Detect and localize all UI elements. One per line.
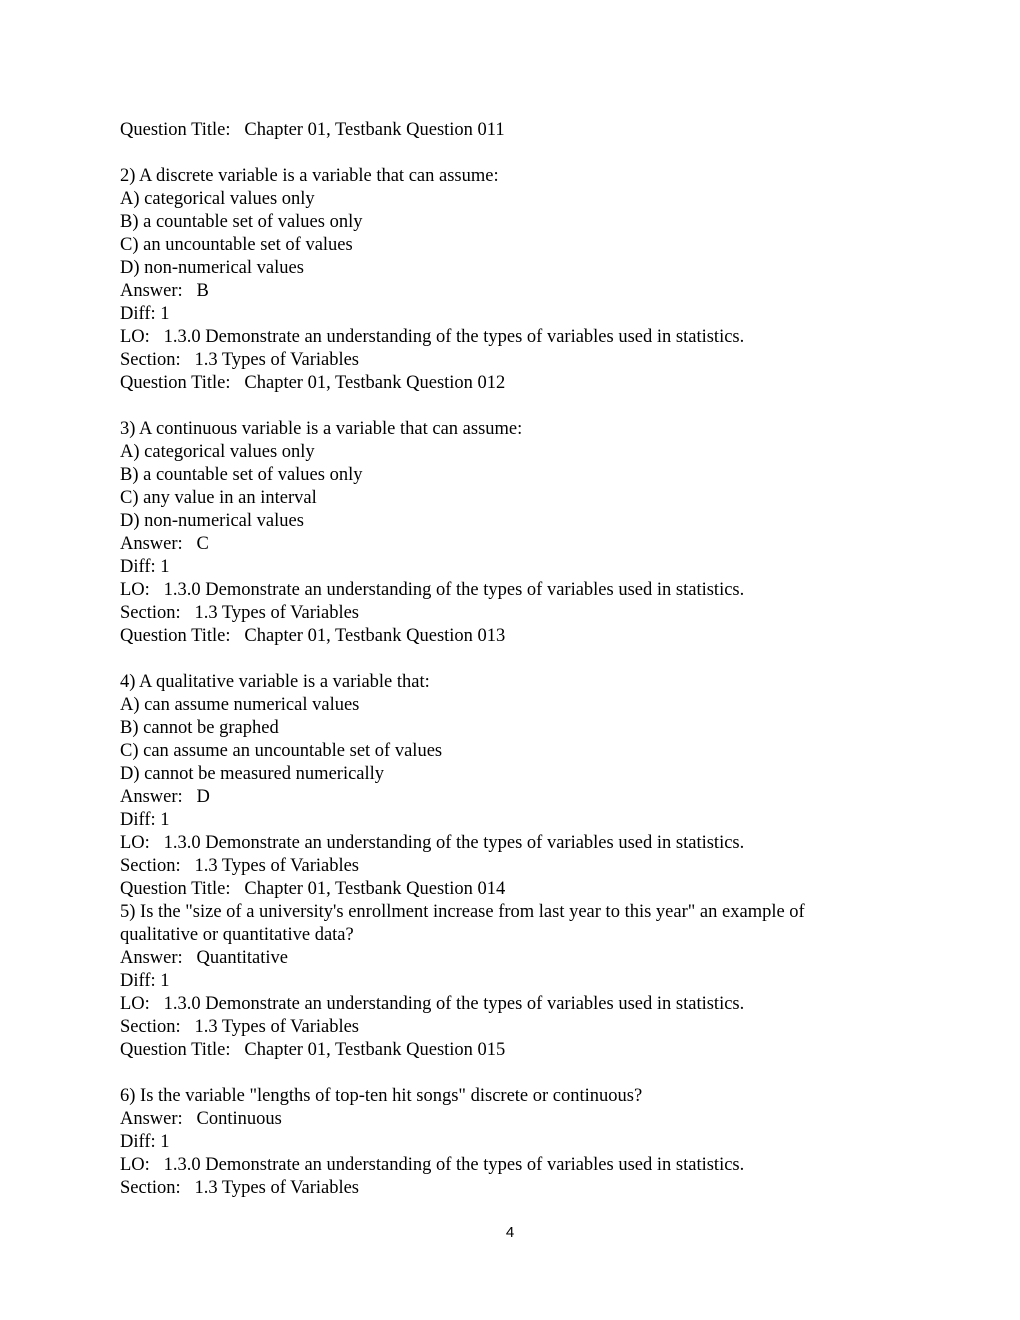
question-6-learning-objective: LO: 1.3.0 Demonstrate an understanding of the types of variables used in statistics. <box>120 1155 745 1175</box>
question-title-014: Question Title: Chapter 01, Testbank Question 014 <box>120 879 506 899</box>
question-5-section: Section: 1.3 Types of Variables <box>120 1017 360 1037</box>
question-4-option-b: B) cannot be graphed <box>120 718 279 738</box>
question-6-stem: 6) Is the variable "lengths of top-ten hit songs" discrete or continuous? <box>120 1086 643 1106</box>
question-5-difficulty: Diff: 1 <box>120 971 170 991</box>
blank-line <box>120 1062 890 1085</box>
question-5-stem-line-2: qualitative or quantitative data? <box>120 925 354 945</box>
page-number: 4 <box>505 1224 515 1241</box>
question-title-013: Question Title: Chapter 01, Testbank Question 013 <box>120 626 506 646</box>
question-4-option-a: A) can assume numerical values <box>120 695 360 715</box>
question-4-answer: Answer: D <box>120 787 210 807</box>
question-3-section: Section: 1.3 Types of Variables <box>120 603 360 623</box>
blank-line <box>120 142 890 165</box>
question-2-option-b: B) a countable set of values only <box>120 212 363 232</box>
question-3-option-d: D) non-numerical values <box>120 511 304 531</box>
question-title-011: Question Title: Chapter 01, Testbank Question 011 <box>120 120 505 140</box>
question-4-option-d: D) cannot be measured numerically <box>120 764 385 784</box>
blank-line <box>120 395 890 418</box>
question-4-option-c: C) can assume an uncountable set of values <box>120 741 443 761</box>
question-title-012: Question Title: Chapter 01, Testbank Question 012 <box>120 373 506 393</box>
question-5-learning-objective: LO: 1.3.0 Demonstrate an understanding of the types of variables used in statistics. <box>120 994 745 1014</box>
question-4-stem: 4) A qualitative variable is a variable that: <box>120 672 430 692</box>
question-4-difficulty: Diff: 1 <box>120 810 170 830</box>
question-6-answer: Answer: Continuous <box>120 1109 282 1129</box>
question-2-learning-objective: LO: 1.3.0 Demonstrate an understanding of the types of variables used in statistics. <box>120 327 745 347</box>
question-3-difficulty: Diff: 1 <box>120 557 170 577</box>
question-4-section: Section: 1.3 Types of Variables <box>120 856 360 876</box>
question-2-option-c: C) an uncountable set of values <box>120 235 353 255</box>
question-2-section: Section: 1.3 Types of Variables <box>120 350 360 370</box>
blank-line <box>120 648 890 671</box>
question-5-stem-line-1: 5) Is the "size of a university's enrollment increase from last year to this year" an example of <box>120 902 805 922</box>
question-title-015: Question Title: Chapter 01, Testbank Question 015 <box>120 1040 506 1060</box>
question-2-option-d: D) non-numerical values <box>120 258 304 278</box>
question-6-section: Section: 1.3 Types of Variables <box>120 1178 360 1198</box>
question-3-answer: Answer: C <box>120 534 209 554</box>
question-2-difficulty: Diff: 1 <box>120 304 170 324</box>
question-6-difficulty: Diff: 1 <box>120 1132 170 1152</box>
question-4-learning-objective: LO: 1.3.0 Demonstrate an understanding of the types of variables used in statistics. <box>120 833 745 853</box>
question-3-option-c: C) any value in an interval <box>120 488 317 508</box>
question-3-option-b: B) a countable set of values only <box>120 465 363 485</box>
question-3-option-a: A) categorical values only <box>120 442 315 462</box>
question-3-stem: 3) A continuous variable is a variable that can assume: <box>120 419 523 439</box>
question-3-learning-objective: LO: 1.3.0 Demonstrate an understanding of the types of variables used in statistics. <box>120 580 745 600</box>
question-2-option-a: A) categorical values only <box>120 189 315 209</box>
document-body <box>120 119 890 1200</box>
question-5-answer: Answer: Quantitative <box>120 948 288 968</box>
question-2-answer: Answer: B <box>120 281 209 301</box>
question-2-stem: 2) A discrete variable is a variable that can assume: <box>120 166 499 186</box>
